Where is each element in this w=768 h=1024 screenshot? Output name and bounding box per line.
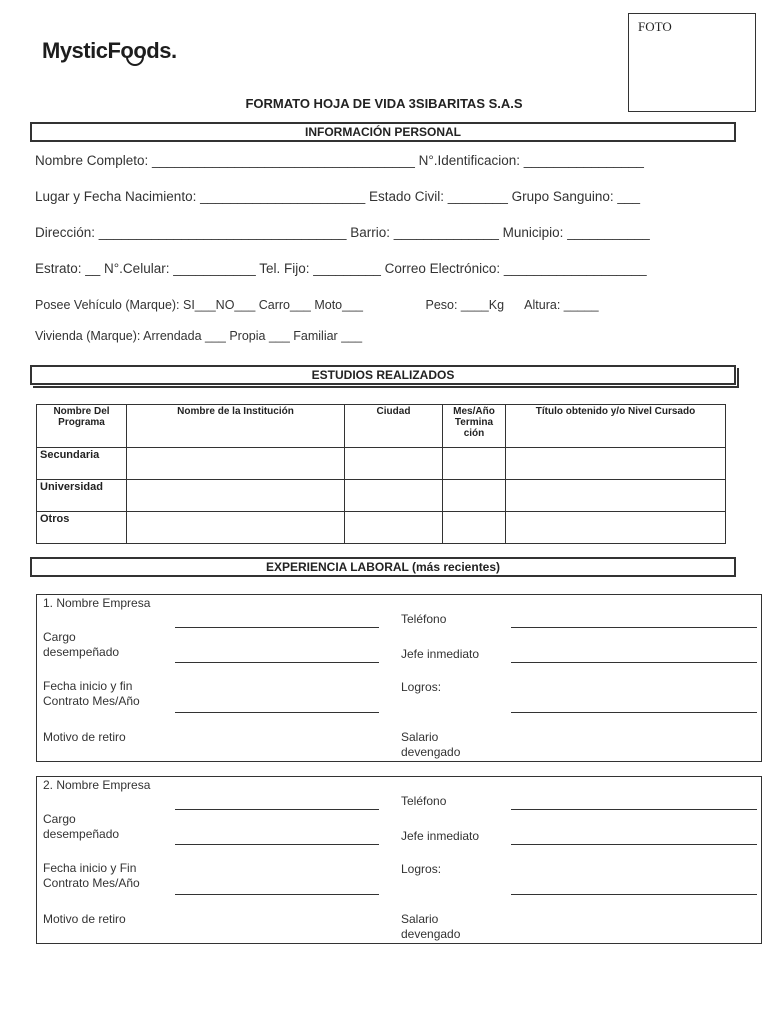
job-block-2 xyxy=(36,776,762,944)
section-header-studies: ESTUDIOS REALIZADOS xyxy=(30,365,736,385)
reason-label: Motivo de retiro xyxy=(43,730,126,744)
salary-label: Salario devengado xyxy=(401,912,461,941)
field-line-contact[interactable]: Estrato: __ N°.Celular: ___________ Tel. Fijo: _________ Correo Electrónico: ___________________ xyxy=(35,261,647,276)
row-label: Otros xyxy=(37,512,127,544)
table-cell[interactable] xyxy=(127,512,345,544)
studies-table xyxy=(36,404,726,544)
boss-input-line[interactable] xyxy=(511,844,757,845)
section-header-personal: INFORMACIÓN PERSONAL xyxy=(30,122,736,142)
row-label: Secundaria xyxy=(37,448,127,480)
company-label: 2. Nombre Empresa xyxy=(43,778,151,792)
table-cell[interactable] xyxy=(443,512,506,544)
table-cell[interactable] xyxy=(506,512,726,544)
boss-label: Jefe inmediato xyxy=(401,829,480,843)
table-row xyxy=(37,448,726,480)
logo-smile-mark xyxy=(126,57,144,66)
boss-input-line[interactable] xyxy=(511,662,757,663)
field-line-name-id[interactable]: Nombre Completo: ___________________________________ N°.Identificacion: ________________ xyxy=(35,153,644,168)
phone-label: Teléfono xyxy=(401,794,447,808)
section-header-experience: EXPERIENCIA LABORAL (más recientes) xyxy=(30,557,736,577)
row-label: Universidad xyxy=(37,480,127,512)
position-label: Cargo desempeñado xyxy=(43,812,120,841)
job-block-1 xyxy=(36,594,762,762)
phone-label: Teléfono xyxy=(401,612,447,626)
table-cell[interactable] xyxy=(345,448,443,480)
column-header: Título obtenido y/o Nivel Cursado xyxy=(506,405,726,448)
boss-label: Jefe inmediato xyxy=(401,647,480,661)
photo-label: FOTO xyxy=(638,19,672,34)
dates-label: Fecha inicio y fin Contrato Mes/Año xyxy=(43,679,140,708)
company-input-line[interactable] xyxy=(175,627,379,628)
table-cell[interactable] xyxy=(443,448,506,480)
column-header: Nombre Del Programa xyxy=(37,405,127,448)
dates-input-line[interactable] xyxy=(175,712,379,713)
table-cell[interactable] xyxy=(443,480,506,512)
phone-input-line[interactable] xyxy=(511,809,757,810)
table-row xyxy=(37,480,726,512)
table-cell[interactable] xyxy=(506,480,726,512)
column-header: Nombre de la Institución xyxy=(127,405,345,448)
field-line-housing[interactable]: Vivienda (Marque): Arrendada ___ Propia ___ Familiar ___ xyxy=(35,329,363,343)
reason-label: Motivo de retiro xyxy=(43,912,126,926)
position-input-line[interactable] xyxy=(175,844,379,845)
position-input-line[interactable] xyxy=(175,662,379,663)
table-cell[interactable] xyxy=(127,448,345,480)
column-header: Ciudad xyxy=(345,405,443,448)
field-line-vehicle-weight-height[interactable]: Posee Vehículo (Marque): SI___NO___ Carro___ Moto___ Peso: ____Kg Altura: _____ xyxy=(35,298,599,312)
position-label: Cargo desempeñado xyxy=(43,630,120,659)
field-line-address[interactable]: Dirección: _________________________________ Barrio: ______________ Municipio: ___________ xyxy=(35,225,650,240)
table-cell[interactable] xyxy=(345,512,443,544)
table-row xyxy=(37,512,726,544)
dates-input-line[interactable] xyxy=(175,894,379,895)
document-title: FORMATO HOJA DE VIDA 3SIBARITAS S.A.S xyxy=(245,96,523,111)
table-cell[interactable] xyxy=(506,448,726,480)
phone-input-line[interactable] xyxy=(511,627,757,628)
achievements-input-line[interactable] xyxy=(511,712,757,713)
studies-header-row xyxy=(37,405,726,448)
table-cell[interactable] xyxy=(345,480,443,512)
field-line-birth-civil-blood[interactable]: Lugar y Fecha Nacimiento: ______________________ Estado Civil: ________ Grupo Sanguino: ___ xyxy=(35,189,640,204)
achievements-label: Logros: xyxy=(401,680,442,694)
column-header: Mes/Año Termina ción xyxy=(443,405,506,448)
salary-label: Salario devengado xyxy=(401,730,461,759)
dates-label: Fecha inicio y Fin Contrato Mes/Año xyxy=(43,861,140,890)
table-cell[interactable] xyxy=(127,480,345,512)
company-label: 1. Nombre Empresa xyxy=(43,596,151,610)
company-input-line[interactable] xyxy=(175,809,379,810)
achievements-label: Logros: xyxy=(401,862,442,876)
achievements-input-line[interactable] xyxy=(511,894,757,895)
company-logo: MysticFoods. xyxy=(42,38,177,63)
